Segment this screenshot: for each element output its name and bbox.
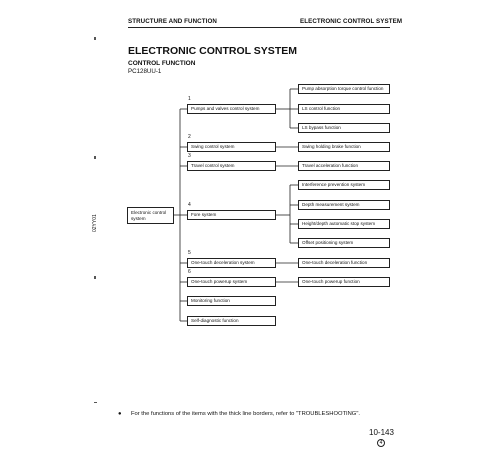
- function-box-offset-positioning: Offset positioning system: [298, 238, 390, 248]
- function-box-ls-bypass: LS bypass function: [298, 123, 390, 133]
- function-box-travel-acceleration: Travel acceleration function: [298, 161, 390, 171]
- root-box-electronic-control-system: Electronic control system: [127, 207, 174, 224]
- group-box-swing: Swing control system: [187, 142, 276, 152]
- function-box-ls-control: LS control function: [298, 104, 390, 114]
- note-text: For the functions of the items with the thick line borders, refer to "TROUBLESHOOTING".: [131, 411, 360, 417]
- group-number: 3: [188, 153, 191, 159]
- function-box-one-touch-powerup: One-touch powerup function: [298, 277, 390, 287]
- page-number: 10-143: [369, 428, 394, 437]
- group-box-monitoring: Monitoring function: [187, 296, 276, 306]
- page-title: ELECTRONIC CONTROL SYSTEM: [128, 45, 297, 57]
- group-number: 6: [188, 269, 191, 275]
- section-subtitle: CONTROL FUNCTION: [128, 60, 196, 67]
- revision-badge: 4: [377, 439, 385, 447]
- group-box-one-touch-deceleration: One-touch deceleration system: [187, 258, 276, 268]
- group-box-fore: Fore system: [187, 210, 276, 220]
- group-box-one-touch-powerup: One-touch powerup system: [187, 277, 276, 287]
- function-box-depth-measurement: Depth measurement system: [298, 200, 390, 210]
- group-number: 2: [188, 134, 191, 140]
- header-right: ELECTRONIC CONTROL SYSTEM: [300, 18, 403, 25]
- function-box-height-depth-stop: Height/depth automatic stop system: [298, 219, 390, 229]
- group-box-self-diagnostic: Self-diagnostic function: [187, 316, 276, 326]
- group-number: 1: [188, 96, 191, 102]
- group-box-travel: Travel control system: [187, 161, 276, 171]
- header-left: STRUCTURE AND FUNCTION: [128, 18, 217, 25]
- function-box-one-touch-deceleration: One-touch deceleration function: [298, 258, 390, 268]
- side-id: 02YY01: [92, 214, 98, 232]
- model-number: PC128UU-1: [128, 68, 162, 75]
- note-bullet: ●: [118, 411, 122, 417]
- group-number: 5: [188, 250, 191, 256]
- function-box-swing-holding-brake: Swing holding brake function: [298, 142, 390, 152]
- group-box-pumps-valves: Pumps and valves control system: [187, 104, 276, 114]
- group-number: 4: [188, 202, 191, 208]
- function-box-pump-absorption: Pump absorption torque control function: [298, 84, 390, 94]
- function-box-interference-prevention: Interference prevention system: [298, 180, 390, 190]
